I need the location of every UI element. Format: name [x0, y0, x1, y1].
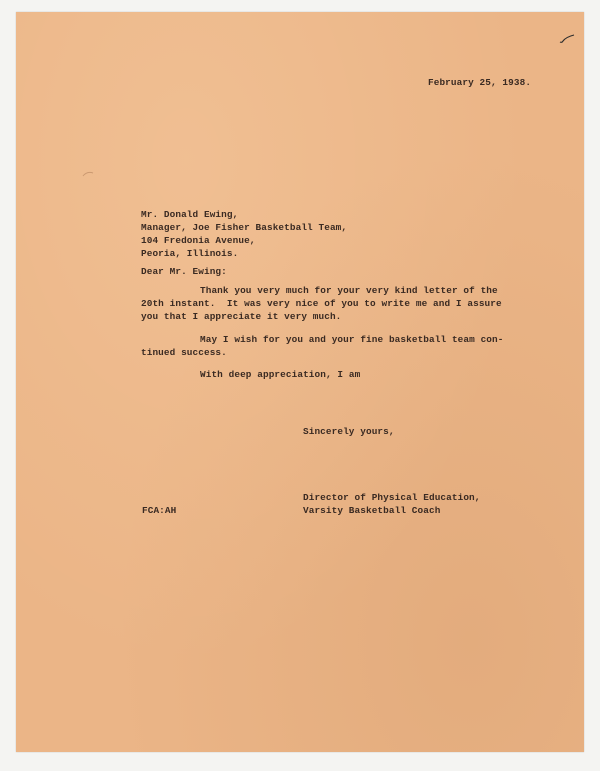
paper-mark-icon	[82, 170, 94, 178]
body-line: you that I appreciate it very much.	[141, 311, 342, 322]
body-line: 20th instant. It was very nice of you to write me and I assure	[141, 298, 502, 309]
check-mark-icon	[559, 34, 575, 46]
address-line: Mr. Donald Ewing,	[141, 209, 239, 220]
reference-initials: FCA:AH	[142, 505, 177, 516]
body-line: May I wish for you and your fine basketball team con-	[200, 334, 504, 345]
signature-title-line: Director of Physical Education,	[303, 492, 481, 503]
complimentary-close: Sincerely yours,	[303, 426, 395, 437]
address-line: 104 Fredonia Avenue,	[141, 235, 256, 246]
signature-title-line: Varsity Basketball Coach	[303, 505, 441, 516]
letter-date: February 25, 1938.	[428, 77, 532, 88]
body-line: Thank you very much for your very kind letter of the	[200, 285, 498, 296]
address-line: Peoria, Illinois.	[141, 248, 239, 259]
closing-phrase: With deep appreciation, I am	[200, 369, 361, 380]
body-line: tinued success.	[141, 347, 227, 358]
letter-paper	[16, 12, 584, 752]
address-line: Manager, Joe Fisher Basketball Team,	[141, 222, 348, 233]
salutation: Dear Mr. Ewing:	[141, 266, 227, 277]
